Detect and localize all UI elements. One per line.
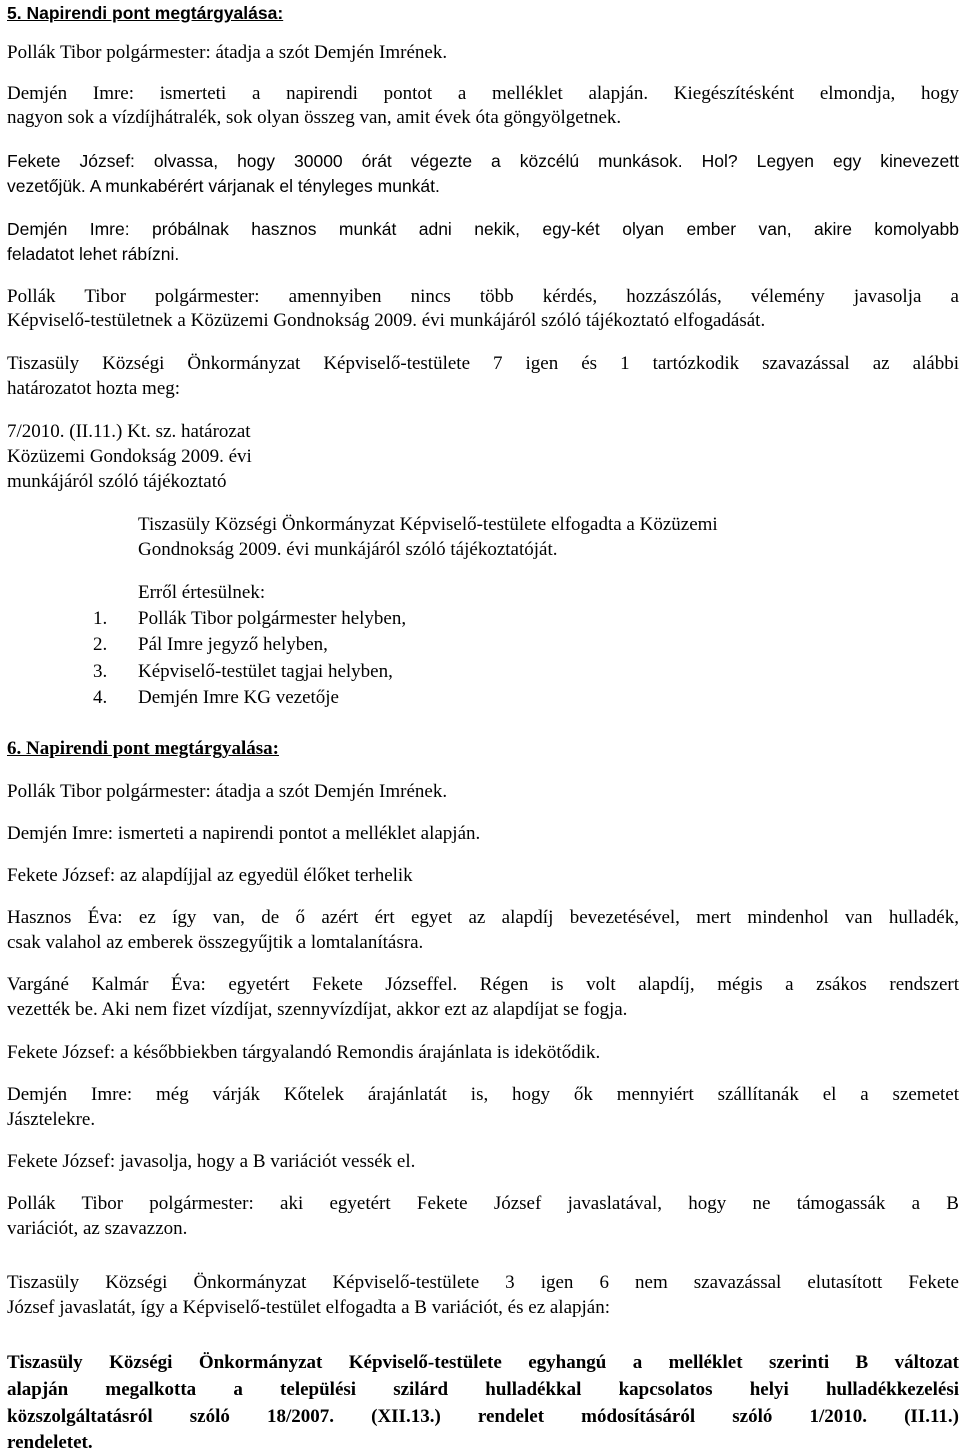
s6-paragraph-10-line-2: József javaslatát, így a Képviselő-testület elfogadta a B variációt, és ez alapján: [7,1297,611,1318]
s6-paragraph-2: Demjén Imre: ismerteti a napirendi pontot a melléklet alapján. [7,823,481,844]
s6-paragraph-10-line-1: Tiszasüly Községi Önkormányzat Képviselő-testülete 3 igen 6 nem szavazással elutasított Fekete [7,1272,959,1293]
speaker: Hasznos Éva [7,907,118,928]
speaker: Demjén Imre: [7,1084,133,1105]
s6-paragraph-8: Fekete József: javasolja, hogy a B variációt vessék el. [7,1151,416,1172]
s5-paragraph-2-line-1: Demjén Imre: ismerteti a napirendi pontot a melléklet alapján. Kiegészítésként elmondja, hogy [7,83,960,104]
s6-paragraph-4-line-1: Hasznos Éva: ez így van, de ő azért ért egyet az alapdíj bevezetésével, mert mindenhol van hulladék, [7,907,959,928]
s5-paragraph-4-line-2: feladatot lehet rábízni. [7,244,180,264]
s5-paragraph-2-line-2: nagyon sok a vízdíjhátralék, sok olyan összeg van, amit évek óta göngyölgetnek. [7,107,622,128]
speaker: Fekete József: [7,1042,116,1063]
speaker: Demjén Imre [7,219,125,239]
s5-paragraph-1: Pollák Tibor polgármester: átadja a szót Demjén Imrének. [7,42,448,63]
s6-paragraph-5-line-1: Vargáné Kalmár Éva: egyetért Fekete Józseffel. Régen is volt alapdíj, mégis a zsákos rendszert [7,974,959,995]
speaker: Fekete József: [7,151,135,171]
s6-paragraph-11-line-2: alapján megalkotta a települési szilárd hulladékkal kapcsolatos helyi hulladékkezelési [7,1379,959,1400]
notify-number: 2. [93,634,108,655]
speaker: Demjén Imre: [7,823,114,844]
speaker: Fekete József: [7,865,116,886]
s6-paragraph-9-line-2: variációt, az szavazzon. [7,1218,188,1239]
notify-number: 3. [93,661,108,682]
s6-paragraph-11-line-1: Tiszasüly Községi Önkormányzat Képviselő-testülete egyhangú a melléklet szerinti B változat [7,1352,959,1373]
speaker: Pollák Tibor polgármester [7,1193,249,1214]
s5-paragraph-3-line-2: vezetőjük. A munkabérért várjanak el tényleges munkát. [7,176,440,196]
s6-paragraph-11-line-4: rendeletet. [7,1432,93,1453]
s5-paragraph-5-line-1: Pollák Tibor polgármester: amennyiben nincs több kérdés, hozzászólás, vélemény javasolja a [7,286,959,307]
s6-paragraph-5-line-2: vezették be. Aki nem fizet vízdíjat, szennyvízdíjat, akkor ezt az alapdíjat se fogja. [7,999,628,1020]
resolution-subject-2: munkájáról szóló tájékoztató [7,471,227,492]
s6-paragraph-9-line-1: Pollák Tibor polgármester: aki egyetért Fekete József javaslatával, hogy ne támogassák a B [7,1193,959,1214]
notify-label: Erről értesülnek: [138,582,266,603]
s6-paragraph-6: Fekete József: a későbbiekben tárgyalandó Remondis árajánlata is idekötődik. [7,1042,601,1063]
speaker: Vargáné Kalmár Éva [7,974,201,995]
notify-text: Demjén Imre KG vezetője [138,687,339,708]
s5-paragraph-6-line-2: határozatot hozta meg: [7,378,181,399]
notify-number: 4. [93,687,108,708]
s6-paragraph-4-line-2: csak valahol az emberek összegyűjtik a lomtalanításra. [7,932,424,953]
speaker: Pollák Tibor polgármester [7,781,206,802]
notify-text: Pál Imre jegyző helyben, [138,634,328,655]
resolution-subject-1: Közüzemi Gondokság 2009. évi [7,446,252,467]
s5-paragraph-5-line-2: Képviselő-testületnek a Közüzemi Gondnokság 2009. évi munkájáról szóló tájékoztató elfogadását. [7,310,766,331]
s6-paragraph-7-line-2: Jásztelekre. [7,1109,96,1130]
decision-line-2: Gondnokság 2009. évi munkájáról szóló tájékoztatóját. [138,539,558,560]
s6-paragraph-11-line-3: közszolgáltatásról szóló 18/2007. (XII.13.) rendelet módosításáról szóló 1/2010. (II.11.) [7,1406,959,1427]
section-5-heading: 5. Napirendi pont megtárgyalása: [7,3,284,23]
decision-line-1: Tiszasüly Községi Önkormányzat Képviselő-testülete elfogadta a Közüzemi [138,514,718,535]
notify-text: Pollák Tibor polgármester helyben, [138,608,407,629]
notify-text: Képviselő-testület tagjai helyben, [138,661,393,682]
s5-paragraph-4-line-1: Demjén Imre: próbálnak hasznos munkát adni nekik, egy-két olyan ember van, akire komolyabb [7,219,959,239]
resolution-number: 7/2010. (II.11.) Kt. sz. határozat [7,421,251,442]
s6-paragraph-3: Fekete József: az alapdíjjal az egyedül élőket terhelik [7,865,413,886]
speaker: Pollák Tibor polgármester [7,286,255,307]
speaker: Demjén Imre [7,83,129,104]
speaker: Pollák Tibor polgármester [7,42,206,63]
s6-paragraph-1: Pollák Tibor polgármester: átadja a szót Demjén Imrének. [7,781,448,802]
s5-paragraph-3-line-1: Fekete József: olvassa, hogy 30000 órát végezte a közcélú munkások. Hol? Legyen egy kinevezett [7,151,959,171]
speaker: Fekete József: [7,1151,116,1172]
s6-paragraph-7-line-1: Demjén Imre: még várják Kőtelek árajánlatát is, hogy ők mennyiért szállítanák el a szemetet [7,1084,959,1105]
notify-number: 1. [93,608,108,629]
section-6-heading: 6. Napirendi pont megtárgyalása: [7,738,279,759]
s5-paragraph-6-line-1: Tiszasüly Községi Önkormányzat Képviselő-testülete 7 igen és 1 tartózkodik szavazással az alábbi [7,353,959,374]
